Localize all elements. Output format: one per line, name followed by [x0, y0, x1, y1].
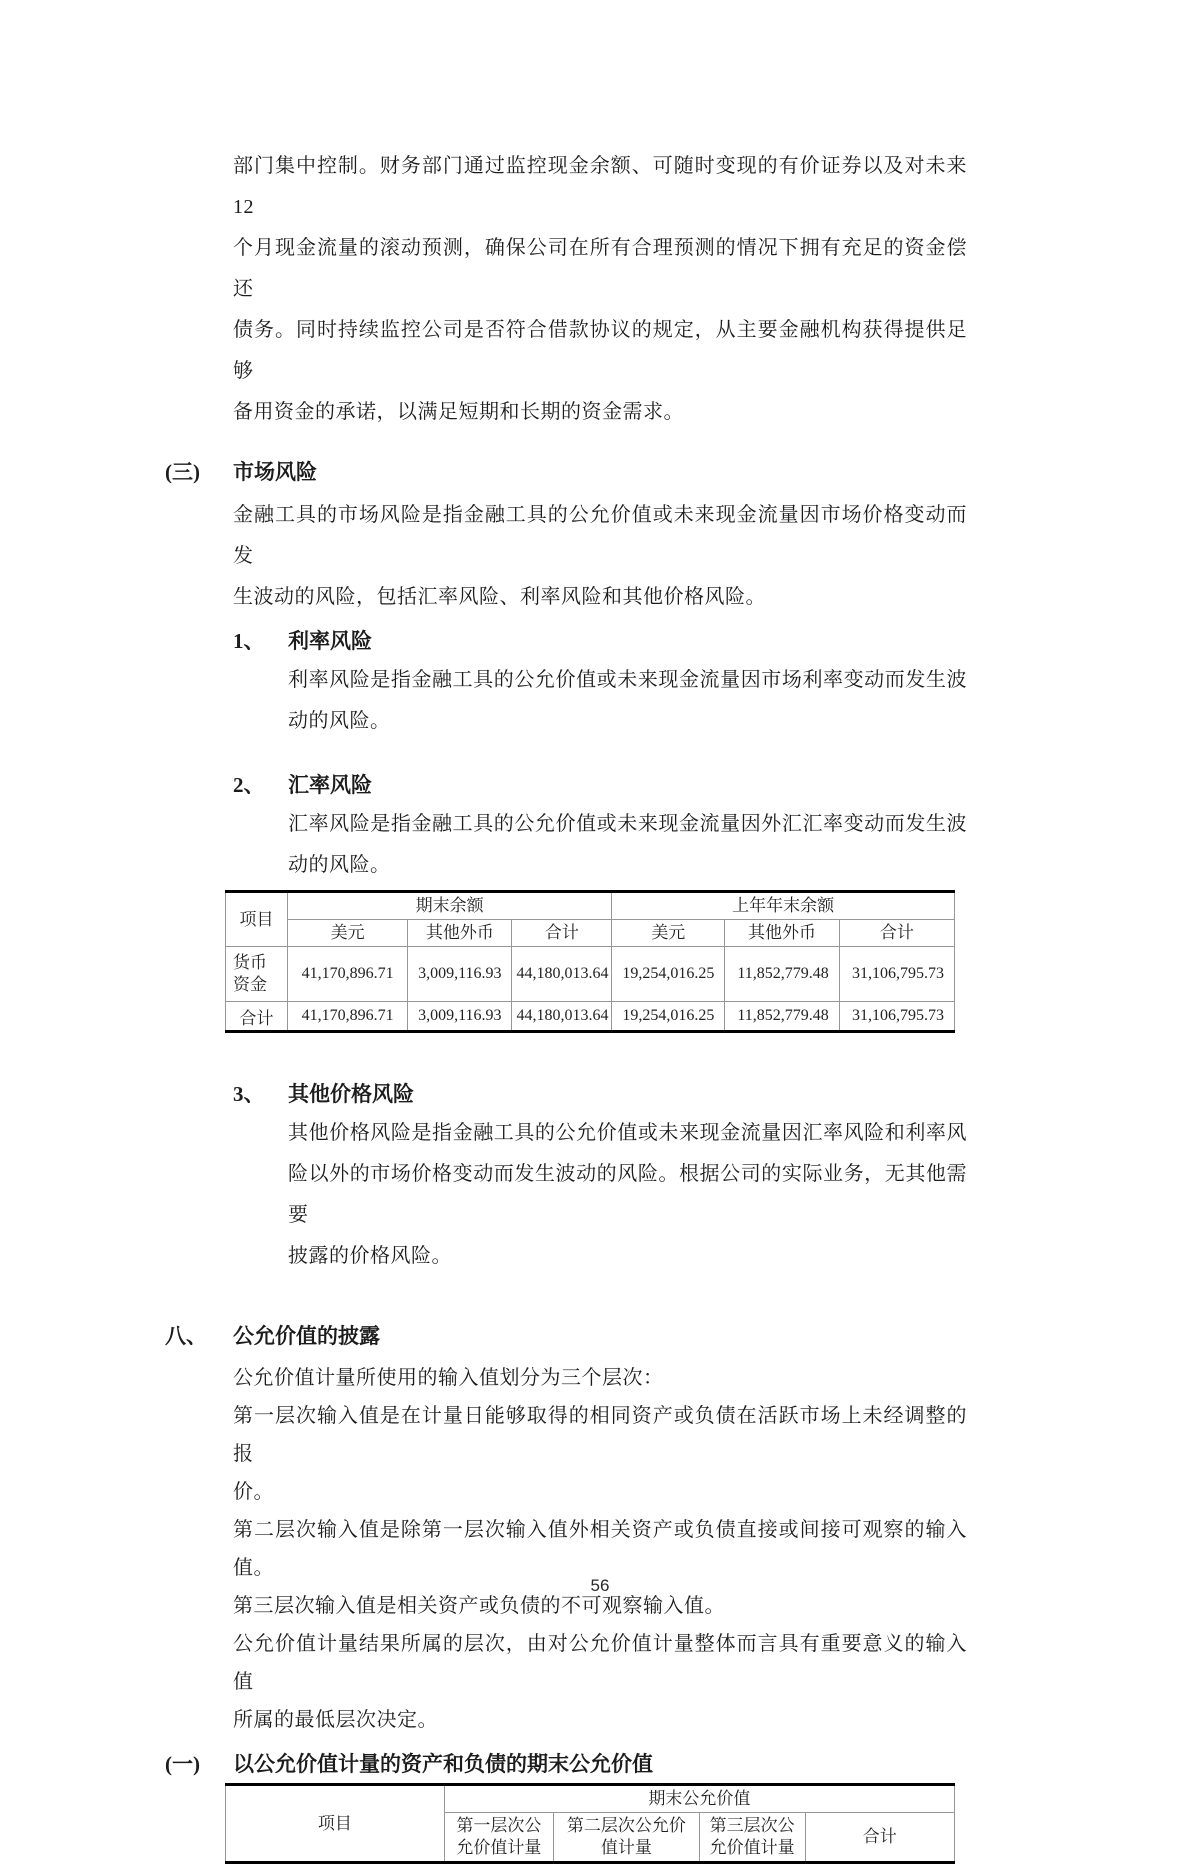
fair-value-table [225, 1783, 955, 1864]
table-subheader-row [226, 920, 955, 947]
interest-rate-risk-paragraph [0, 660, 1200, 742]
table-cell: 11,852,779.48 [725, 947, 839, 1002]
table-header-cell [444, 1813, 553, 1863]
table-header-cell: 合计 [839, 920, 954, 947]
heading-number: (一) [165, 1752, 200, 1776]
text-line: 利率风险是指金融工具的公允价值或未来现金流量因市场利率变动而发生波 [288, 669, 967, 691]
table-header-cell: 合计 [805, 1813, 954, 1863]
table-cell: 19,254,016.25 [612, 1002, 725, 1032]
text-line: 汇率风险是指金融工具的公允价值或未来现金流量因外汇汇率变动而发生波 [288, 813, 967, 835]
table-header-cell: 期末公允价值 [444, 1785, 954, 1813]
text-line: 债务。同时持续监控公司是否符合借款协议的规定，从主要金融机构获得提供足够 [233, 319, 967, 382]
text-line: 公允价值计量所使用的输入值划分为三个层次： [233, 1367, 664, 1389]
table-cell: 3,009,116.93 [408, 947, 512, 1002]
table-group-header-row [226, 1785, 955, 1813]
heading-title: 以公允价值计量的资产和负债的期末公允价值 [233, 1752, 653, 1776]
table-header-cell: 项目 [226, 892, 288, 947]
table-cell: 41,170,896.71 [287, 947, 407, 1002]
table-row [226, 1002, 955, 1032]
text-line: 公允价值计量结果所属的层次，由对公允价值计量整体而言具有重要意义的输入值 [233, 1633, 967, 1693]
table-cell: 11,852,779.48 [725, 1002, 839, 1032]
table-cell: 44,180,013.64 [512, 947, 612, 1002]
table-cell: 3,009,116.93 [408, 1002, 512, 1032]
table-header-cell [554, 1813, 700, 1863]
intro-paragraph [0, 146, 1200, 433]
table-cell: 31,106,795.73 [839, 947, 954, 1002]
text-line: 第一层次输入值是在计量日能够取得的相同资产或负债在活跃市场上未经调整的报 [233, 1405, 967, 1465]
text-line: 金融工具的市场风险是指金融工具的公允价值或未来现金流量因市场价格变动而发 [233, 504, 967, 567]
text-line: 价。 [233, 1481, 274, 1503]
text-line: 披露的价格风险。 [288, 1245, 452, 1267]
heading-title: 市场风险 [233, 460, 317, 484]
heading-interest-rate-risk [233, 626, 1200, 656]
currency-exposure-table [225, 890, 955, 1033]
table-cell: 41,170,896.71 [287, 1002, 407, 1032]
header-line: 第三层次公 [709, 1816, 795, 1835]
fair-value-paragraph [0, 1359, 1200, 1739]
text-line: 部门集中控制。财务部门通过监控现金余额、可随时变现的有价证券以及对未来 12 [233, 155, 967, 218]
text-line: 个月现金流量的滚动预测，确保公司在所有合理预测的情况下拥有充足的资金偿还 [233, 237, 967, 300]
heading-market-risk [165, 457, 1200, 487]
table-cell: 31,106,795.73 [839, 1002, 954, 1032]
header-line: 允价值计量 [456, 1838, 542, 1857]
text-line: 生波动的风险，包括汇率风险、利率风险和其他价格风险。 [233, 586, 766, 608]
text-line: 所属的最低层次决定。 [233, 1709, 438, 1731]
text-line: 动的风险。 [288, 710, 391, 732]
header-line: 第二层次公允价 [566, 1816, 686, 1835]
table-cell: 合计 [226, 1002, 288, 1032]
text-line: 第二层次输入值是除第一层次输入值外相关资产或负债直接或间接可观察的输入值。 [233, 1519, 967, 1579]
header-line: 第一层次公 [456, 1816, 542, 1835]
table-cell: 44,180,013.64 [512, 1002, 612, 1032]
table-header-cell [699, 1813, 805, 1863]
heading-number: 3、 [233, 1082, 265, 1106]
heading-other-price-risk [233, 1079, 1200, 1109]
table-header-cell: 合计 [512, 920, 612, 947]
text-line: 动的风险。 [288, 854, 391, 876]
heading-number: (三) [165, 460, 200, 484]
heading-exchange-rate-risk [233, 770, 1200, 800]
heading-title: 公允价值的披露 [233, 1324, 380, 1348]
table-row [226, 947, 955, 1002]
heading-number: 2、 [233, 773, 265, 797]
heading-title: 其他价格风险 [288, 1082, 414, 1106]
header-line: 值计量 [600, 1838, 652, 1857]
heading-title: 汇率风险 [288, 773, 372, 797]
market-risk-paragraph [0, 495, 1200, 618]
table-group-header-row [226, 892, 955, 920]
table-header-cell: 上年年末余额 [612, 892, 955, 920]
exchange-rate-risk-paragraph [0, 804, 1200, 886]
table-header-cell: 其他外币 [725, 920, 839, 947]
text-line: 其他价格风险是指金融工具的公允价值或未来现金流量因汇率风险和利率风 [288, 1122, 967, 1144]
header-line: 允价值计量 [709, 1838, 795, 1857]
table-cell: 19,254,016.25 [612, 947, 725, 1002]
table-cell [226, 947, 288, 1002]
text-line: 险以外的市场价格变动而发生波动的风险。根据公司的实际业务，无其他需要 [288, 1163, 967, 1226]
other-price-risk-paragraph [0, 1113, 1200, 1277]
row-label-line: 货币 [233, 953, 267, 972]
heading-fair-value-disclosure [165, 1321, 1200, 1351]
table-header-cell: 其他外币 [408, 920, 512, 947]
table-header-cell: 期末余额 [287, 892, 611, 920]
heading-title: 利率风险 [288, 629, 372, 653]
row-label-line: 资金 [233, 975, 267, 994]
text-line: 第三层次输入值是相关资产或负债的不可观察输入值。 [233, 1595, 725, 1617]
table-header-cell: 项目 [226, 1785, 445, 1863]
table-header-cell: 美元 [612, 920, 725, 947]
heading-number: 八、 [165, 1324, 207, 1348]
table-header-cell: 美元 [287, 920, 407, 947]
heading-number: 1、 [233, 629, 265, 653]
text-line: 备用资金的承诺，以满足短期和长期的资金需求。 [233, 401, 684, 423]
heading-fv-assets-liabilities [165, 1749, 1200, 1779]
page-number: 56 [590, 1576, 610, 1595]
